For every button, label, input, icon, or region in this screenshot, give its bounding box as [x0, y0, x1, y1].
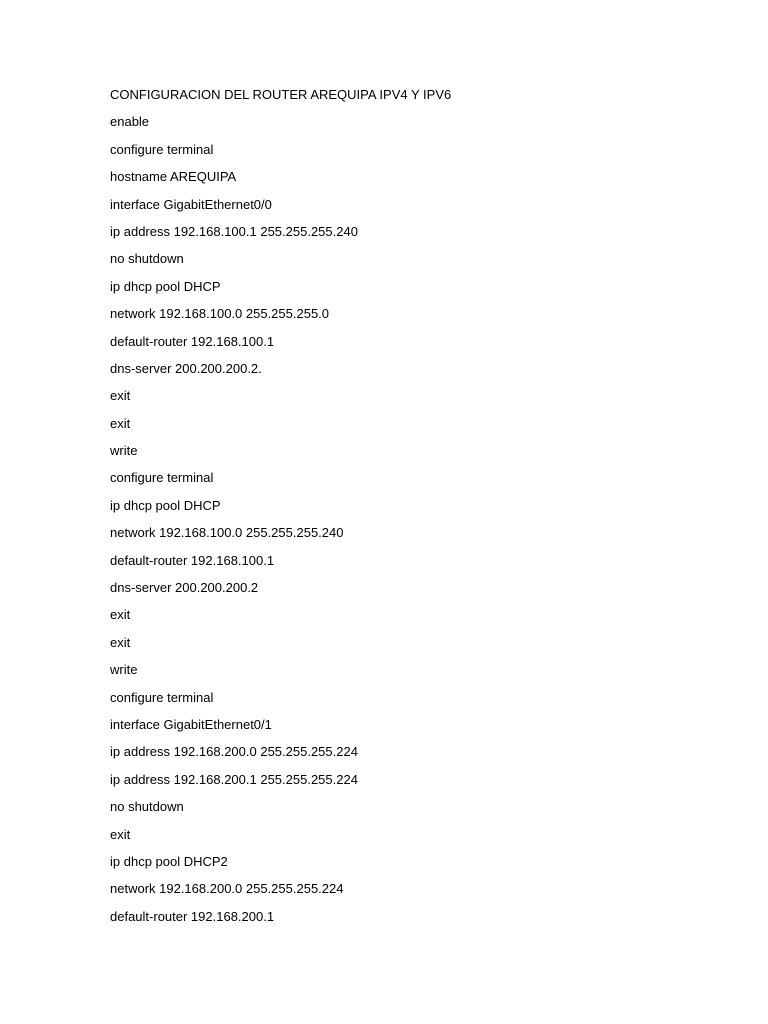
- config-line: enable: [110, 114, 150, 130]
- config-line: dns-server 200.200.200.2: [110, 580, 259, 596]
- config-line: interface GigabitEthernet0/0: [110, 196, 272, 212]
- config-line: configure terminal: [110, 470, 214, 486]
- config-line: write: [110, 443, 138, 459]
- config-line: no shutdown: [110, 799, 184, 815]
- config-line: ip dhcp pool DHCP2: [110, 853, 228, 869]
- config-line: hostname AREQUIPA: [110, 169, 237, 185]
- config-line: default-router 192.168.200.1: [110, 908, 275, 924]
- config-line: ip dhcp pool DHCP: [110, 497, 221, 513]
- config-line: no shutdown: [110, 251, 184, 267]
- config-line: ip address 192.168.200.1 255.255.255.224: [110, 771, 358, 787]
- document-title: CONFIGURACION DEL ROUTER AREQUIPA IPV4 Y IPV6: [110, 87, 452, 102]
- document-body: [110, 86, 451, 935]
- config-line: exit: [110, 826, 131, 842]
- config-line: exit: [110, 634, 131, 650]
- config-line: ip address 192.168.100.1 255.255.255.240: [110, 223, 358, 239]
- config-line: network 192.168.100.0 255.255.255.240: [110, 525, 344, 541]
- config-line: exit: [110, 607, 131, 623]
- config-line: interface GigabitEthernet0/1: [110, 716, 272, 732]
- config-line: network 192.168.200.0 255.255.255.224: [110, 881, 344, 897]
- config-line: default-router 192.168.100.1: [110, 333, 275, 349]
- config-line: configure terminal: [110, 689, 214, 705]
- config-line: ip address 192.168.200.0 255.255.255.224: [110, 744, 358, 760]
- config-line: ip dhcp pool DHCP: [110, 278, 221, 294]
- config-line: default-router 192.168.100.1: [110, 552, 275, 568]
- config-line: network 192.168.100.0 255.255.255.0: [110, 306, 330, 322]
- config-line: dns-server 200.200.200.2.: [110, 360, 262, 376]
- config-line: exit: [110, 388, 131, 404]
- config-line: write: [110, 662, 138, 678]
- config-line: exit: [110, 415, 131, 431]
- config-line: configure terminal: [110, 141, 214, 157]
